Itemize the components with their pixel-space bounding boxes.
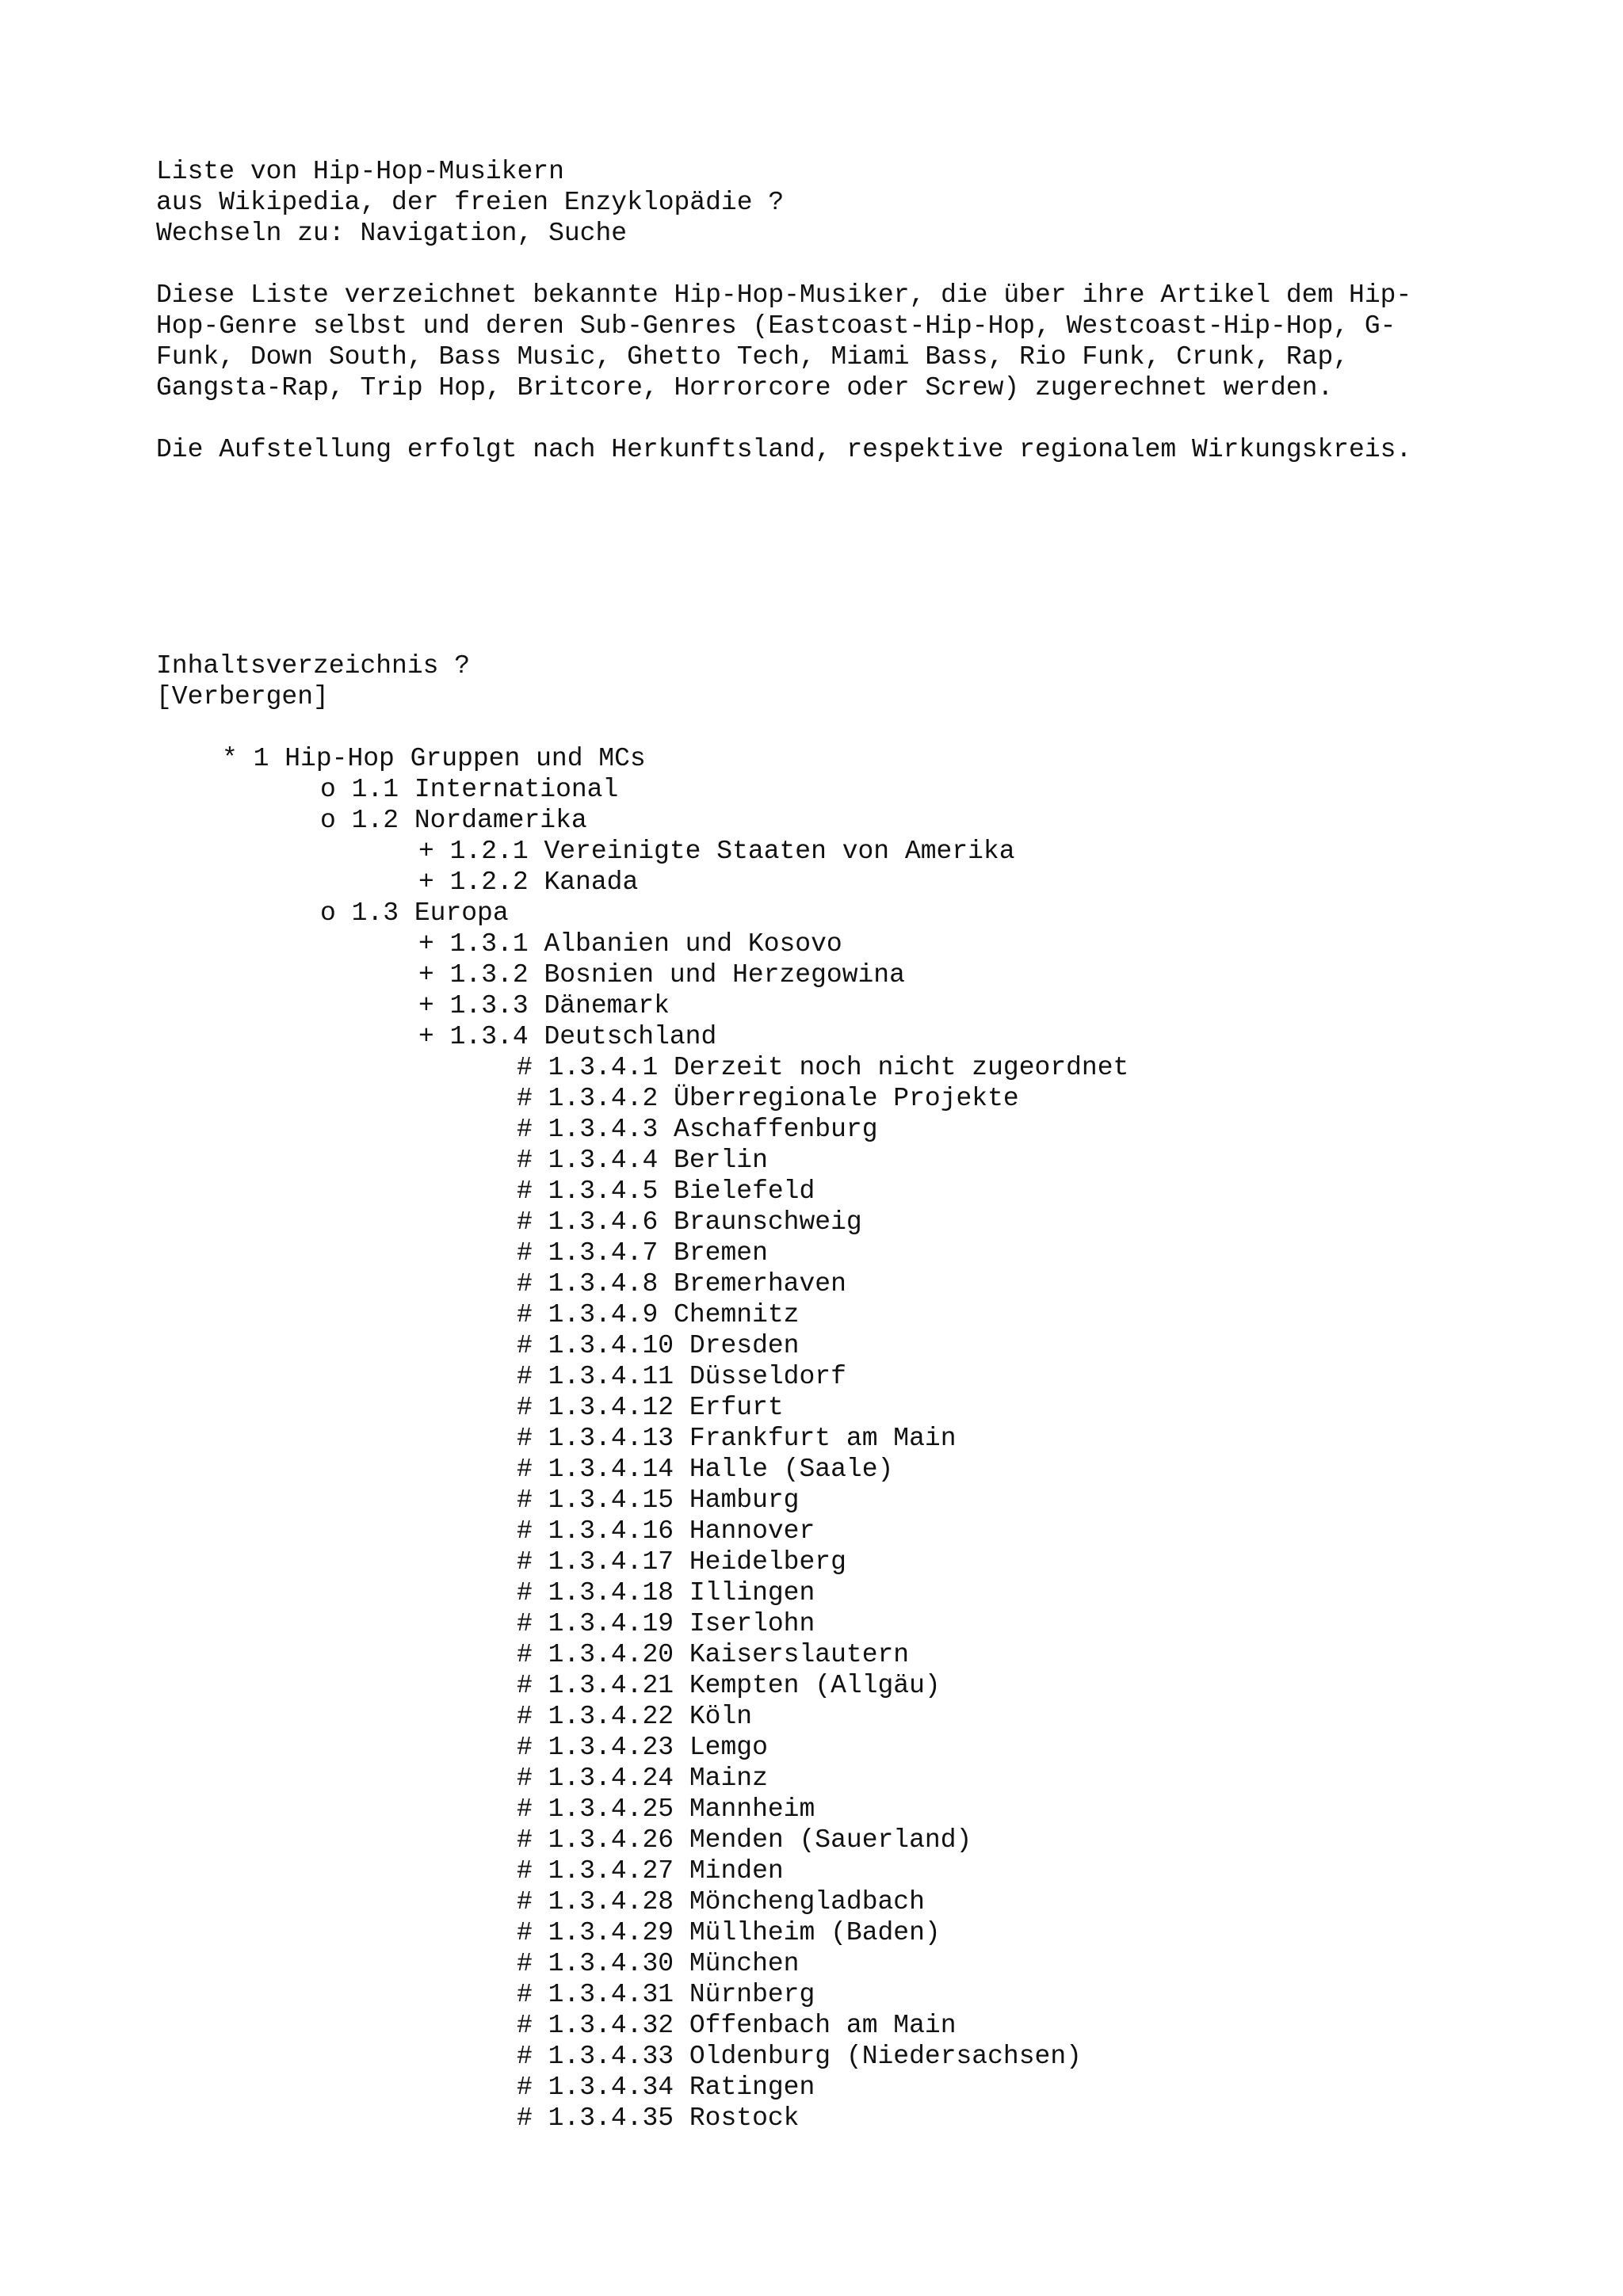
toc-item[interactable]	[156, 1392, 1503, 1423]
toc-item-label[interactable]: 1.3.4.9 Chemnitz	[548, 1300, 800, 1329]
toc-item[interactable]	[156, 1207, 1503, 1238]
toc-bullet: #	[517, 1887, 533, 1917]
toc-item[interactable]	[156, 1917, 1503, 1948]
toc-item-label[interactable]: 1.3.4.8 Bremerhaven	[548, 1269, 846, 1299]
toc-item-label[interactable]: 1.3.4.26 Menden (Sauerland)	[548, 1825, 972, 1855]
toc-item[interactable]	[156, 1516, 1503, 1547]
toc-item-label[interactable]: 1.3.4.1 Derzeit noch nicht zugeordnet	[548, 1053, 1129, 1082]
toc-item-label[interactable]: 1.3.4.32 Offenbach am Main	[548, 2011, 957, 2040]
toc-item-label[interactable]: 1.3.4.6 Braunschweig	[548, 1207, 862, 1237]
toc-bullet: #	[517, 1825, 533, 1855]
toc-item-label[interactable]: 1.2.2 Kanada	[449, 868, 639, 897]
toc-bullet: #	[517, 1733, 533, 1762]
toc-item[interactable]	[156, 1021, 1503, 1052]
toc-bullet: #	[517, 1640, 533, 1669]
toc-item[interactable]	[156, 1948, 1503, 1979]
toc-bullet: #	[517, 1455, 533, 1484]
toc-bullet: #	[517, 1794, 533, 1824]
toc-item-label[interactable]: 1.3.4.28 Mönchengladbach	[548, 1887, 925, 1917]
toc-bullet: #	[517, 1115, 533, 1144]
toc-item-label[interactable]: 1.3.4.2 Überregionale Projekte	[548, 1084, 1019, 1113]
toc-bullet: +	[418, 868, 434, 897]
toc-item[interactable]	[156, 1361, 1503, 1392]
toc-bullet: #	[517, 1269, 533, 1299]
toc-item[interactable]	[156, 2041, 1503, 2072]
toc-title: Inhaltsverzeichnis ?	[156, 651, 471, 681]
toc-item-label[interactable]: 1.3.4.5 Bielefeld	[548, 1177, 815, 1206]
toc-list	[156, 743, 1503, 2134]
intro-line: Funk, Down South, Bass Music, Ghetto Tech, Miami Bass, Rio Funk, Crunk, Rap,	[156, 342, 1350, 372]
toc-item-label[interactable]: 1.3.4.35 Rostock	[548, 2103, 800, 2133]
toc-bullet: #	[517, 1949, 533, 1978]
toc-item[interactable]	[156, 1268, 1503, 1299]
toc-bullet: +	[418, 837, 434, 866]
toc-bullet: #	[517, 1424, 533, 1453]
toc-bullet: #	[517, 1393, 533, 1422]
toc-item[interactable]	[156, 1608, 1503, 1639]
toc-item-label[interactable]: 1.3.4.15 Hamburg	[548, 1486, 800, 1515]
toc-item-label[interactable]: 1.3.4.22 Köln	[548, 1702, 753, 1731]
toc-bullet: #	[517, 1764, 533, 1793]
toc-item-label[interactable]: 1.3.4.25 Mannheim	[548, 1794, 815, 1824]
source-line: aus Wikipedia, der freien Enzyklopädie ?	[156, 188, 785, 217]
toc-bullet: *	[222, 744, 238, 773]
toc-item[interactable]	[156, 867, 1503, 898]
toc-toggle-button[interactable]: [Verbergen]	[156, 682, 329, 711]
arrangement-paragraph: Die Aufstellung erfolgt nach Herkunftsland, respektive regionalem Wirkungskreis.	[156, 435, 1412, 464]
toc-item[interactable]	[156, 1577, 1503, 1608]
toc-item-label[interactable]: 1.3.4.7 Bremen	[548, 1238, 768, 1268]
toc-item[interactable]	[156, 1299, 1503, 1330]
intro-line: Diese Liste verzeichnet bekannte Hip-Hop-Musiker, die über ihre Artikel dem Hip-	[156, 280, 1412, 310]
toc-bullet: #	[517, 2042, 533, 2071]
toc-bullet: #	[517, 2011, 533, 2040]
toc-bullet: #	[517, 1918, 533, 1947]
toc-bullet: #	[517, 1516, 533, 1546]
document-page	[156, 156, 1503, 2134]
toc-item-label[interactable]: 1.3.4.21 Kempten (Allgäu)	[548, 1671, 941, 1700]
intro-line: Hop-Genre selbst und deren Sub-Genres (Eastcoast-Hip-Hop, Westcoast-Hip-Hop, G-	[156, 311, 1396, 341]
toc-item[interactable]	[156, 1979, 1503, 2010]
toc-bullet: +	[418, 1022, 434, 1051]
toc-item[interactable]	[156, 1423, 1503, 1454]
toc-item[interactable]	[156, 2072, 1503, 2103]
toc-item-label[interactable]: 1.3.4.19 Iserlohn	[548, 1609, 815, 1638]
toc-item[interactable]	[156, 1639, 1503, 1670]
toc-item[interactable]	[156, 1794, 1503, 1825]
toc-item[interactable]	[156, 2010, 1503, 2041]
toc-bullet: +	[418, 929, 434, 959]
toc-bullet: #	[517, 1856, 533, 1886]
toc-item[interactable]	[156, 1176, 1503, 1207]
toc-item-label[interactable]: 1.3.4.13 Frankfurt am Main	[548, 1424, 957, 1453]
toc-bullet: #	[517, 1084, 533, 1113]
toc-item[interactable]	[156, 1083, 1503, 1114]
toc-bullet: #	[517, 1362, 533, 1391]
intro-line: Gangsta-Rap, Trip Hop, Britcore, Horrorcore oder Screw) zugerechnet werden.	[156, 373, 1334, 402]
toc-item-label[interactable]: 1.3.4.27 Minden	[548, 1856, 784, 1886]
toc-bullet: #	[517, 1578, 533, 1608]
toc-item-label[interactable]: 1.3.1 Albanien und Kosovo	[449, 929, 842, 959]
toc-item-label[interactable]: 1.3.4.17 Heidelberg	[548, 1547, 846, 1577]
toc-bullet: #	[517, 1671, 533, 1700]
toc-item-label[interactable]: 1.3.4.31 Nürnberg	[548, 1980, 815, 2009]
spacer	[156, 712, 1503, 743]
toc-item[interactable]	[156, 1052, 1503, 1083]
toc-bullet: #	[517, 2073, 533, 2102]
toc-item-label[interactable]: 1.3.4.4 Berlin	[548, 1146, 768, 1175]
toc-item[interactable]	[156, 836, 1503, 867]
toc-item[interactable]	[156, 959, 1503, 990]
toc-bullet: +	[418, 960, 434, 990]
toc-item-label[interactable]: 1.3.4.11 Düsseldorf	[548, 1362, 846, 1391]
toc-item-label[interactable]: 1.3 Europa	[351, 898, 509, 928]
toc-item-label[interactable]: 1.2.1 Vereinigte Staaten von Amerika	[449, 837, 1015, 866]
toc-bullet: #	[517, 1609, 533, 1638]
toc-item[interactable]	[156, 929, 1503, 959]
toc-item[interactable]	[156, 2103, 1503, 2134]
toc-bullet: #	[517, 1238, 533, 1268]
toc-bullet: #	[517, 1702, 533, 1731]
toc-item[interactable]	[156, 1855, 1503, 1886]
toc-item[interactable]	[156, 1732, 1503, 1763]
spacer	[156, 465, 1503, 650]
toc-bullet: #	[517, 1146, 533, 1175]
toc-item[interactable]	[156, 1238, 1503, 1268]
toc-item[interactable]	[156, 1330, 1503, 1361]
toc-bullet: #	[517, 1177, 533, 1206]
toc-bullet: #	[517, 1486, 533, 1515]
toc-item[interactable]	[156, 1454, 1503, 1485]
spacer	[156, 403, 1503, 434]
toc-item-label[interactable]: 1.3.4.34 Ratingen	[548, 2073, 815, 2102]
toc-bullet: #	[517, 1331, 533, 1360]
toc-item-label[interactable]: 1.3.4.3 Aschaffenburg	[548, 1115, 878, 1144]
toc-bullet: #	[517, 1300, 533, 1329]
toc-item[interactable]	[156, 1145, 1503, 1176]
toc-item-label[interactable]: 1.3.4.20 Kaiserslautern	[548, 1640, 910, 1669]
toc-item[interactable]	[156, 1547, 1503, 1577]
toc-item-label[interactable]: 1.3.4.29 Müllheim (Baden)	[548, 1918, 941, 1947]
toc-item-label[interactable]: 1.3.4 Deutschland	[449, 1022, 717, 1051]
toc-item-label[interactable]: 1.3.3 Dänemark	[449, 991, 670, 1020]
toc-item[interactable]	[156, 1701, 1503, 1732]
toc-item-label[interactable]: 1.3.4.30 München	[548, 1949, 800, 1978]
toc-item-label[interactable]: 1.3.4.10 Dresden	[548, 1331, 800, 1360]
toc-item-label[interactable]: 1.3.4.14 Halle (Saale)	[548, 1455, 894, 1484]
toc-item[interactable]	[156, 1485, 1503, 1516]
toc-bullet: +	[418, 991, 434, 1020]
spacer	[156, 249, 1503, 280]
toc-item-label[interactable]: 1.2 Nordamerika	[351, 806, 587, 835]
toc-item-label[interactable]: 1.3.4.16 Hannover	[548, 1516, 815, 1546]
toc-bullet: #	[517, 1053, 533, 1082]
jump-links[interactable]: Wechseln zu: Navigation, Suche	[156, 219, 628, 248]
toc-bullet: #	[517, 2103, 533, 2133]
toc-item[interactable]	[156, 1670, 1503, 1701]
toc-item-label[interactable]: 1.3.4.12 Erfurt	[548, 1393, 784, 1422]
toc-bullet: #	[517, 1980, 533, 2009]
toc-item[interactable]	[156, 1886, 1503, 1917]
toc-item-label[interactable]: 1.3.4.23 Lemgo	[548, 1733, 768, 1762]
toc-item[interactable]	[156, 774, 1503, 805]
toc-item[interactable]	[156, 743, 1503, 774]
toc-item[interactable]	[156, 805, 1503, 836]
toc-bullet: o	[320, 898, 336, 928]
toc-item-label[interactable]: 1.3.4.24 Mainz	[548, 1764, 768, 1793]
toc-item[interactable]	[156, 898, 1503, 929]
toc-item-label[interactable]: 1.3.2 Bosnien und Herzegowina	[449, 960, 905, 990]
toc-bullet: #	[517, 1547, 533, 1577]
toc-item[interactable]	[156, 1825, 1503, 1855]
toc-item[interactable]	[156, 1763, 1503, 1794]
toc-item[interactable]	[156, 1114, 1503, 1145]
toc-bullet: o	[320, 806, 336, 835]
page-title: Liste von Hip-Hop-Musikern	[156, 157, 564, 186]
toc-item-label[interactable]: 1.3.4.33 Oldenburg (Niedersachsen)	[548, 2042, 1082, 2071]
toc-item[interactable]	[156, 990, 1503, 1021]
toc-item-label[interactable]: 1 Hip-Hop Gruppen und MCs	[253, 744, 646, 773]
toc-bullet: o	[320, 775, 336, 804]
table-of-contents	[156, 650, 1503, 2134]
toc-item-label[interactable]: 1.3.4.18 Illingen	[548, 1578, 815, 1608]
toc-item-label[interactable]: 1.1 International	[351, 775, 619, 804]
toc-bullet: #	[517, 1207, 533, 1237]
intro-paragraph	[156, 280, 1503, 403]
